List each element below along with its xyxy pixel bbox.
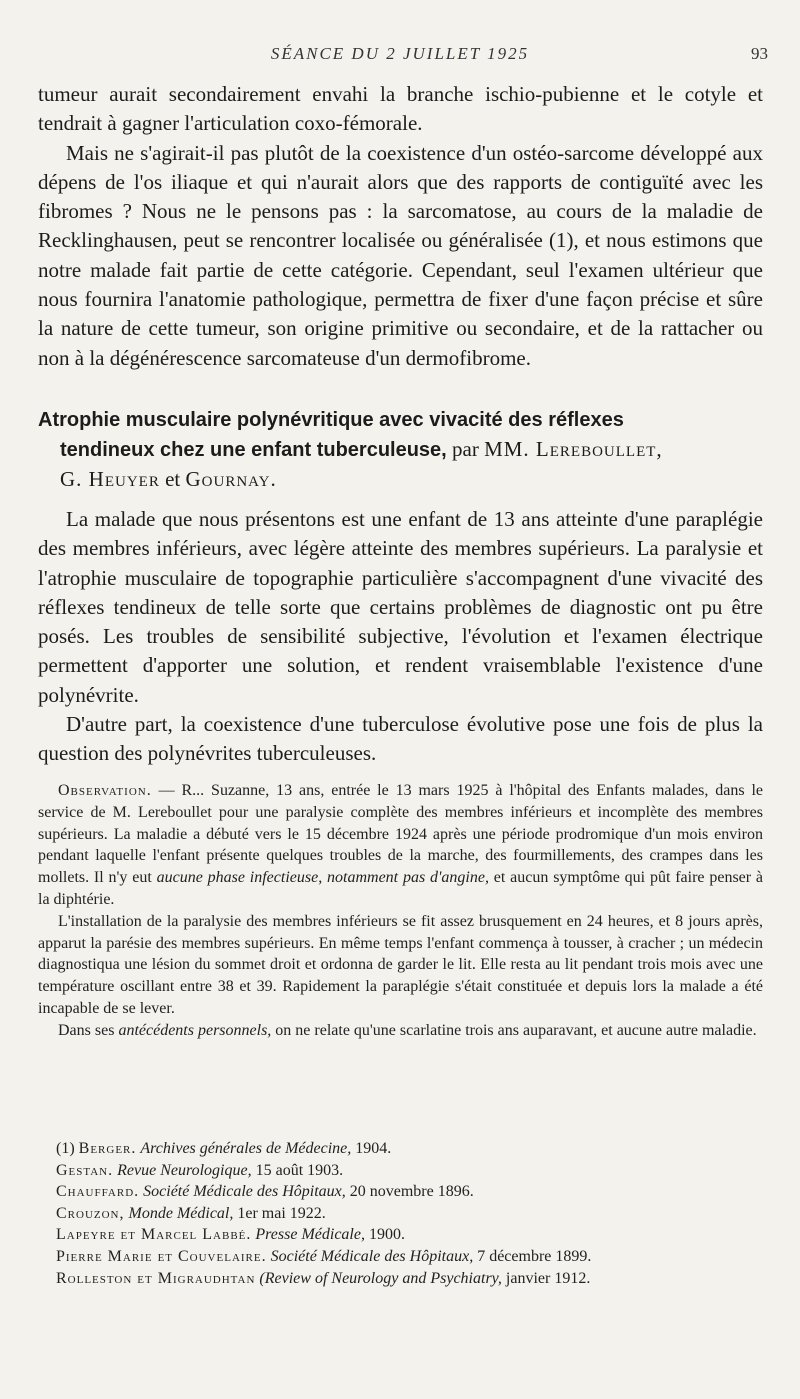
reference-author: Pierre Marie et Couvelaire.	[56, 1247, 267, 1265]
article-authors-b: G. Heuyer	[60, 467, 160, 491]
observation-text-a: — R... Suzanne, 13 ans, entrée le 13 mars 1925 à l'hôpital des Enfants malades, dans le service de M. Lereboullet pour une paralysie complète des membres inférieurs et incomplète des membres supérieurs. La maladie a débuté vers le 15 décembre 1924 après une période prodromique d'un mois environ pendant laquelle l'enfant présente quelques troubles de la marche, des fourmillements, des crampes dans les mollets. Il n'y eut	[38, 782, 764, 887]
observation-section	[38, 780, 763, 1042]
observation-text-d: on ne relate qu'une scarlatine trois ans auparavant, et aucune autre maladie.	[275, 1021, 757, 1039]
reference-item	[56, 1181, 776, 1203]
reference-date: 15 août 1903.	[255, 1161, 344, 1179]
reference-date: 1er mai 1922.	[237, 1204, 326, 1222]
reference-item	[56, 1138, 776, 1160]
intro-paragraph-2: Mais ne s'agirait-il pas plutôt de la coexistence d'un ostéo-sarcome développé aux dépens de l'os iliaque et qui n'aurait alors que des rapports de contiguïté avec les fibromes ? Nous ne le pensons pas : la sarcomatose, au cours de la maladie de Recklinghausen, peut se rencontrer localisée ou généralisée (1), et nous estimons que notre malade fait partie de cette catégorie. Cependant, seul l'examen ultérieur que nous fournira l'anatomie pathologique, permettra de fixer d'une façon précise et sûre la nature de cette tumeur, son origine primitive ou secondaire, et de la rattacher ou non à la dégénérescence sarcomateuse d'un dermofibrome.	[38, 140, 763, 370]
reference-item	[56, 1224, 776, 1246]
observation-text-c: Dans ses	[58, 1021, 115, 1039]
main-paragraph-2: D'autre part, la coexistence d'une tuberculose évolutive pose une fois de plus la question des polynévrites tuberculeuses.	[38, 712, 763, 766]
reference-item	[56, 1160, 776, 1182]
page-number: 93	[751, 44, 768, 63]
intro-section	[38, 80, 763, 373]
running-head	[0, 44, 800, 68]
reference-date: 1904.	[355, 1140, 392, 1157]
article-authors-a: MM. Lereboullet,	[484, 437, 663, 461]
reference-author: Berger.	[78, 1140, 137, 1157]
reference-work: Société Médicale des Hôpitaux,	[270, 1247, 474, 1265]
footnote-references	[56, 1138, 776, 1289]
article-authors-c: Gournay.	[185, 467, 277, 491]
reference-date: janvier 1912.	[505, 1269, 591, 1287]
main-paragraph-1: La malade que nous présentons est une enfant de 13 ans atteinte d'une paraplégie des membres inférieurs, avec légère atteinte des membres supérieurs. La paralysie et l'atrophie musculaire de topographie particulière s'accompagnent d'une vivacité des réflexes tendineux de telle sorte que certains problèmes de diagnostic ont pu être posés. Les troubles de sensibilité subjective, l'évolution et l'examen électrique permettent d'apporter une solution, et rendent vraisemblable l'existence d'une polynévrite.	[38, 507, 763, 707]
observation-paragraph-1	[38, 780, 763, 911]
reference-author: Gestan.	[56, 1161, 114, 1179]
article-title-line-2: tendineux chez une enfant tuberculeuse,	[60, 439, 447, 461]
reference-author: Crouzon,	[56, 1204, 125, 1222]
reference-date: 20 novembre 1896.	[349, 1183, 474, 1201]
article-heading	[38, 405, 763, 494]
running-head-title: SÉANCE DU 2 JUILLET 1925	[270, 44, 530, 63]
reference-item	[56, 1203, 776, 1225]
observation-paragraph-3	[38, 1020, 763, 1042]
reference-item	[56, 1268, 776, 1290]
article-by: par	[452, 437, 479, 461]
observation-text-b: et aucun symptôme qui pût faire penser à la diphtérie.	[38, 869, 764, 908]
reference-number: (1)	[56, 1140, 75, 1157]
reference-work: Archives générales de Médecine,	[140, 1140, 352, 1157]
intro-paragraph-1: tumeur aurait secondairement envahi la branche ischio-pubienne et le cotyle et tendrait à gagner l'articulation coxo-fémorale.	[38, 82, 763, 136]
reference-author: Chauffard.	[56, 1183, 140, 1201]
reference-author: Rolleston et Migraudhtan	[56, 1269, 256, 1287]
main-section	[38, 505, 763, 769]
reference-work: (Review of Neurology and Psychiatry,	[259, 1269, 502, 1287]
reference-work: Revue Neurologique,	[117, 1161, 252, 1179]
reference-author: Lapeyre et Marcel Labbé.	[56, 1226, 252, 1244]
reference-date: 7 décembre 1899.	[477, 1247, 592, 1265]
observation-paragraph-2: L'installation de la paralysie des membres inférieurs se fit assez brusquement en 24 heures, et 8 jours après, apparut la parésie des membres supérieurs. En même temps l'enfant commença à tousser, à cracher ; un médecin diagnostiqua une lésion du sommet droit et ordonna de garder le lit. Elle resta au lit pendant trois mois avec une température oscillant entre 38 et 39. Rapidement la paraplégie s'était constituée et depuis lors la malade a été incapable de se lever.	[38, 912, 763, 1017]
observation-italic-a: aucune phase infectieuse, notamment pas d'angine,	[156, 869, 489, 887]
reference-work: Monde Médical,	[128, 1204, 234, 1222]
observation-italic-b: antécédents personnels,	[118, 1021, 272, 1039]
reference-item	[56, 1246, 776, 1268]
reference-date: 1900.	[368, 1226, 405, 1244]
reference-work: Presse Médicale,	[255, 1226, 365, 1244]
observation-label: Observation.	[58, 782, 152, 799]
article-authors-and: et	[165, 467, 181, 491]
article-title-line-1: Atrophie musculaire polynévritique avec vivacité des réflexes	[38, 409, 624, 431]
reference-work: Société Médicale des Hôpitaux,	[143, 1183, 346, 1201]
